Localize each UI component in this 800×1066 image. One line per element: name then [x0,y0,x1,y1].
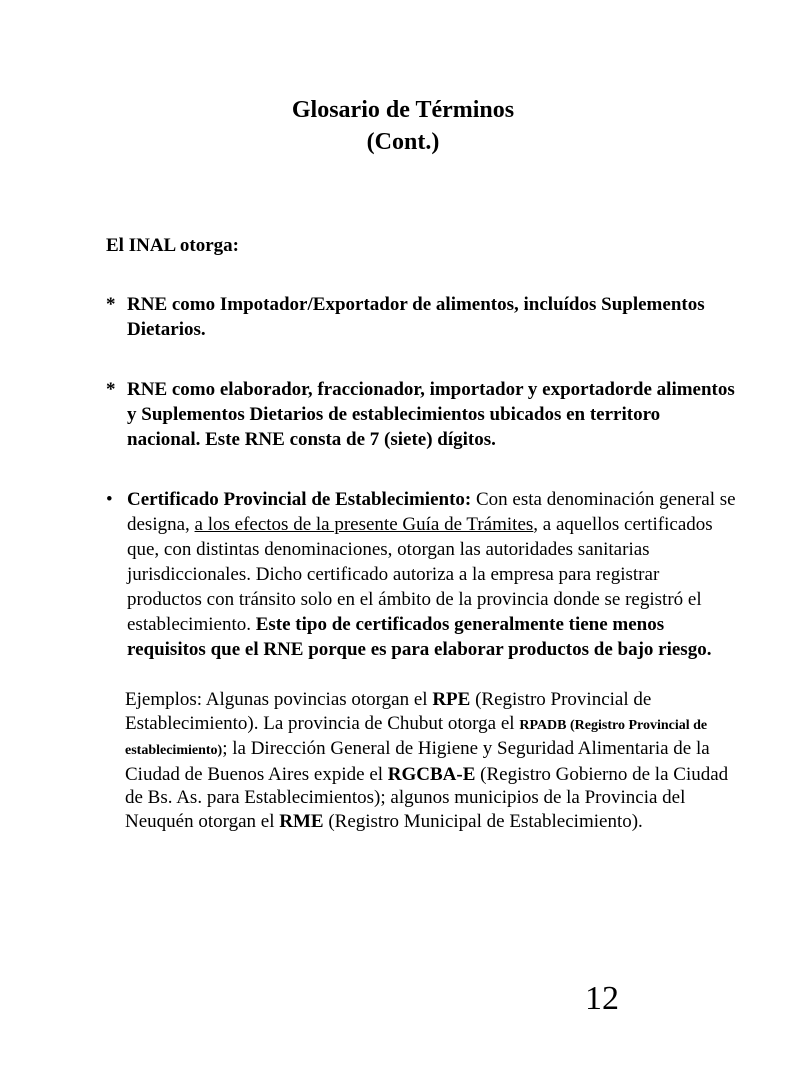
list-item-text [127,487,736,662]
acronym-rgcba-e: RGCBA-E [387,763,476,785]
page-number: 12 [585,980,619,1017]
acronym-rme: RME [279,810,324,832]
list-item [106,377,736,452]
underlined-text: a los efectos de la presente Guía de Trámites [194,514,534,535]
list-item-text: RNE como elaborador, fraccionador, importador y exportadorde alimentos y Suplementos Dietarios de establecimientos ubicados en territoro nacional. Este RNE consta de 7 (siete) dígitos. [127,379,735,450]
title-line-1: Glosario de Términos [291,97,515,123]
list-item [106,292,736,342]
asterisk-bullet: * [106,379,116,400]
title-line-2: (Cont.) [366,129,440,155]
examples-text: (Registro Gobierno de la Ciudad de Bs. As. para Establecimientos); algunos municipios de la Provincia del Neuquén otorgan el [125,763,729,832]
intro-heading: El INAL otorga: [106,235,239,256]
asterisk-bullet: * [106,294,116,315]
bullet-icon: • [106,489,113,510]
definition-text: Con esta denominación general se designa, [127,489,736,535]
acronym-rpe: RPE [432,689,471,710]
examples-text: (Registro Provincial de Establecimiento). La provincia de Chubut otorga el [125,689,652,734]
examples-text: ; la Dirección General de Higiene y Seguridad Alimentaria de la Ciudad de Buenos Aires expide el [125,738,710,785]
examples-paragraph [125,688,735,833]
acronym-rpadb: RPADB [519,717,567,733]
list-item-text: RNE como Impotador/Exportador de alimentos, incluídos Suplementos Dietarios. [127,294,705,340]
page-title [0,94,800,158]
emphasis-text: Este tipo de certificados generalmente tiene menos requisitos que el RNE porque es para elaborar productos de bajo riesgo. [127,614,712,660]
examples-text: (Registro Municipal de Establecimiento). [323,810,643,832]
definition-text: , a aquellos certificados que, con distintas denominaciones, otorgan las autoridades sanitarias jurisdiccionales. Dicho certificado autoriza a la empresa para registrar productos con tránsito solo en el ámbito de la provincia donde se registró el establecimiento. [127,514,713,635]
list-item [106,487,736,662]
examples-text: Ejemplos: Algunas povincias otorgan el [125,689,433,710]
term-label: Certificado Provincial de Establecimiento: [127,489,472,510]
acronym-rpadb-expansion: (Registro Provincial de establecimiento) [125,717,708,758]
